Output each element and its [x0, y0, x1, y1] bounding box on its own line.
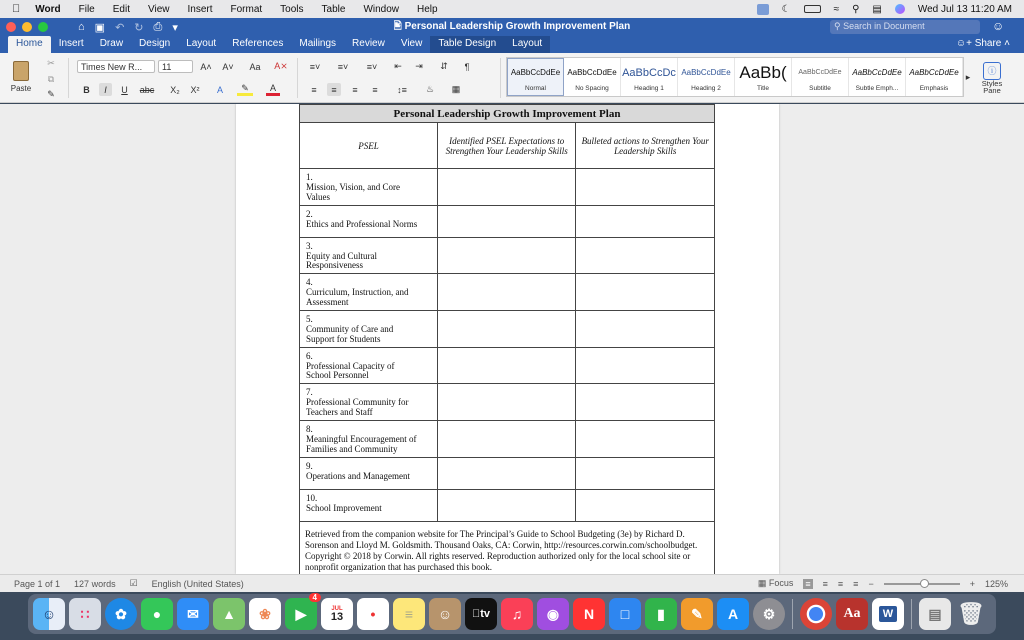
web-layout-view-icon[interactable]: ≡	[822, 578, 828, 589]
facetime-icon[interactable]: ▶ 4	[285, 598, 317, 630]
messages-icon[interactable]: ●	[141, 598, 173, 630]
bold-button[interactable]: B	[83, 84, 90, 95]
reminders-icon[interactable]: •	[357, 598, 389, 630]
ribbon-separator	[68, 58, 69, 98]
psel-number: 8.	[306, 424, 313, 435]
multilevel-list-icon[interactable]: ≡˅	[366, 61, 378, 72]
superscript-button[interactable]: X²	[190, 84, 200, 95]
apple-menu-icon[interactable]	[0, 3, 26, 15]
font-size-select[interactable]	[158, 60, 193, 73]
tab-review[interactable]: Review	[352, 38, 385, 49]
styles-pane-label: Styles Pane	[981, 78, 1003, 95]
macos-dock	[28, 594, 996, 634]
decrease-font-icon[interactable]: A˅	[222, 61, 234, 72]
table-row	[300, 274, 715, 311]
news-icon[interactable]: N	[573, 598, 605, 630]
style-name: Heading 2	[691, 84, 721, 92]
font-name-value: Times New R...	[81, 61, 143, 72]
zoom-window-button[interactable]	[38, 22, 48, 32]
page-count[interactable]: Page 1 of 1	[14, 578, 61, 589]
table-row	[300, 384, 715, 421]
style-name: Subtitle	[809, 84, 831, 92]
psel-label: Professional Community for Teachers and Staff	[306, 397, 409, 418]
tv-label: tv	[476, 608, 486, 620]
expectations-cell[interactable]	[437, 489, 576, 521]
language-status[interactable]: English (United States)	[151, 578, 244, 589]
menu-tools[interactable]: Tools	[271, 3, 296, 15]
copy-icon[interactable]: ⧉	[47, 73, 55, 84]
home-icon[interactable]: ⌂	[78, 20, 85, 33]
numbering-icon[interactable]: ≡˅	[337, 61, 349, 72]
podcasts-icon[interactable]: ◉	[537, 598, 569, 630]
menu-file[interactable]: File	[70, 3, 87, 15]
expectations-cell[interactable]	[437, 347, 576, 384]
table-row	[300, 169, 715, 206]
subscript-button[interactable]: X₂	[170, 84, 180, 95]
table-row	[300, 457, 715, 489]
menu-table[interactable]: Table	[313, 3, 338, 15]
word-count[interactable]: 127 words	[74, 578, 116, 589]
photos-icon[interactable]: ❀	[249, 598, 281, 630]
calendar-month: JUL	[331, 605, 343, 612]
expectations-cell[interactable]	[437, 169, 576, 206]
align-center-icon[interactable]: ≡	[327, 83, 341, 96]
style-preview: AaBbCcDdEe	[681, 68, 731, 77]
contacts-icon[interactable]: ☺	[429, 598, 461, 630]
psel-label: Curriculum, Instruction, and Assessment	[306, 287, 409, 308]
style-name: Subtle Emph...	[855, 84, 899, 92]
wifi-icon[interactable]: ≈	[833, 3, 840, 15]
maps-icon[interactable]: ▲	[213, 598, 245, 630]
trash-icon[interactable]: 🗑	[957, 601, 985, 626]
tab-layout[interactable]: Layout	[186, 38, 217, 49]
search-placeholder: Search in Document	[843, 21, 925, 31]
close-window-button[interactable]	[6, 22, 16, 32]
menu-insert[interactable]: Insert	[179, 3, 205, 15]
psel-label: Professional Capacity of School Personnel	[306, 360, 395, 381]
style-heading-1[interactable]	[621, 58, 678, 96]
chrome-icon[interactable]	[800, 598, 832, 630]
borders-icon[interactable]: ▦	[451, 84, 461, 94]
column-header-actions[interactable]: Bulleted actions to Strengthen Your Leadership Skills	[576, 123, 715, 169]
cut-icon[interactable]: ✂	[47, 57, 55, 68]
psel-cell[interactable]	[300, 421, 438, 458]
style-name: Title	[756, 84, 770, 92]
menu-edit[interactable]: Edit	[104, 3, 122, 15]
moon-icon[interactable]: ☾	[781, 3, 791, 15]
actions-cell[interactable]	[576, 274, 715, 311]
actions-cell[interactable]	[576, 347, 715, 384]
share-button[interactable]: ☺+ Share ˄	[955, 38, 1010, 49]
launchpad-icon[interactable]: ∷	[69, 598, 101, 630]
shading-icon[interactable]: ♨	[425, 84, 435, 94]
styles-gallery	[506, 57, 964, 97]
zoom-out-icon[interactable]: −	[868, 578, 874, 589]
ribbon-separator	[500, 58, 501, 98]
sort-icon[interactable]: ⇵	[440, 61, 448, 71]
strikethrough-button[interactable]: abc	[139, 84, 155, 95]
search-document-input[interactable]: ⚲ Search in Document	[830, 20, 980, 34]
align-right-icon[interactable]: ≡	[352, 84, 358, 95]
zoom-level[interactable]: 125%	[984, 578, 1008, 589]
psel-cell[interactable]	[300, 311, 438, 348]
window-titlebar	[0, 18, 1024, 36]
styles-pane-button[interactable]	[977, 57, 1007, 99]
tab-references[interactable]: References	[232, 38, 284, 49]
dictionary-icon[interactable]: Aa	[836, 598, 868, 630]
change-case-icon[interactable]: Aa	[249, 61, 261, 72]
table-title[interactable]: Personal Leadership Growth Improvement Plan	[300, 105, 715, 123]
clock[interactable]: Wed Jul 13 11:20 AM	[917, 3, 1012, 15]
expectations-cell[interactable]	[437, 311, 576, 348]
format-painter-icon[interactable]: ✎	[47, 88, 55, 99]
style-name: Emphasis	[919, 84, 949, 92]
align-left-icon[interactable]: ≡	[311, 84, 317, 95]
downloads-stack-icon[interactable]: ▤	[919, 598, 951, 630]
style-heading-2[interactable]	[678, 58, 735, 96]
paste-label: Paste	[10, 84, 32, 93]
table-row	[300, 311, 715, 348]
expectations-cell[interactable]	[437, 274, 576, 311]
style-preview: AaBbCcDdEe	[798, 69, 842, 76]
show-formatting-icon[interactable]: ¶	[464, 61, 470, 72]
ribbon-home	[0, 53, 1024, 103]
actions-cell[interactable]	[576, 169, 715, 206]
music-icon[interactable]: ♫	[501, 598, 533, 630]
pages-icon[interactable]: ✎	[681, 598, 713, 630]
apple-tv-icon[interactable]	[465, 598, 497, 630]
tab-table-layout[interactable]: Layout	[504, 36, 550, 53]
style-preview: AaBbCcDdEe	[510, 68, 561, 77]
text-effects-icon[interactable]: A	[216, 84, 223, 95]
psel-number: 1.	[306, 172, 313, 182]
footnote-row	[300, 521, 715, 574]
style-normal[interactable]	[507, 58, 564, 96]
bullets-icon[interactable]: ≡˅	[309, 61, 321, 72]
account-icon[interactable]: ☺	[992, 19, 1005, 33]
spotlight-icon[interactable]: ⚲	[852, 3, 860, 15]
psel-cell[interactable]	[300, 489, 438, 521]
psel-number: 2.	[306, 208, 313, 219]
column-header-psel[interactable]: PSEL	[300, 123, 438, 169]
expectations-cell[interactable]	[437, 237, 576, 274]
finder-icon[interactable]: ☺	[33, 598, 65, 630]
undo-icon[interactable]: ↶	[115, 21, 125, 34]
style-title[interactable]	[735, 58, 792, 96]
facetime-badge: 4	[309, 593, 321, 602]
app-menu-word[interactable]: Word	[27, 3, 53, 15]
mail-icon[interactable]: ✉	[177, 598, 209, 630]
share-label: Share	[974, 38, 1002, 49]
justify-icon[interactable]: ≡	[372, 84, 378, 95]
style-name: Heading 1	[634, 84, 664, 92]
tab-insert[interactable]: Insert	[58, 38, 84, 49]
actions-cell[interactable]	[576, 457, 715, 489]
style-subtitle[interactable]	[792, 58, 849, 96]
menu-view[interactable]: View	[139, 3, 162, 15]
actions-cell[interactable]	[576, 205, 715, 237]
column-header-expectations[interactable]: Identified PSEL Expectations to Strengthen Your Leadership Skills	[437, 123, 576, 169]
ribbon-tabs	[0, 36, 1024, 53]
safari-icon[interactable]: ✿	[105, 598, 137, 630]
document-title-text: Personal Leadership Growth Improvement Plan	[404, 20, 631, 32]
redo-icon[interactable]: ↻	[134, 21, 144, 34]
styles-pane-icon: ⓘ	[983, 62, 1001, 80]
tab-home[interactable]: Home	[8, 36, 51, 53]
document-title: 🖹 Personal Leadership Growth Improvement Plan	[393, 20, 631, 32]
calendar-icon[interactable]	[321, 598, 353, 630]
psel-number: 4.	[306, 277, 313, 288]
notes-icon[interactable]: ≡	[393, 598, 425, 630]
clear-formatting-icon[interactable]: A⨯	[274, 61, 288, 71]
zoom-slider[interactable]	[884, 583, 960, 585]
table-row	[300, 489, 715, 521]
menu-format[interactable]: Format	[222, 3, 254, 15]
status-bar	[0, 574, 1024, 592]
style-preview: AaBbCcDdEe	[567, 68, 617, 77]
expectations-cell[interactable]	[437, 205, 576, 237]
psel-number: 10.	[306, 492, 318, 503]
psel-label: Mission, Vision, and Core Values	[306, 181, 401, 202]
psel-label: Community of Care and Support for Students	[306, 323, 394, 344]
style-preview: AaBbCcDc	[622, 66, 676, 79]
style-emphasis[interactable]	[906, 58, 963, 96]
actions-cell[interactable]	[576, 311, 715, 348]
calendar-day: 13	[330, 610, 344, 623]
menu-window[interactable]: Window	[355, 3, 391, 15]
print-layout-view-icon[interactable]: ≡	[805, 578, 811, 589]
psel-number: 5.	[306, 314, 313, 325]
table-row	[300, 237, 715, 274]
font-color-icon[interactable]: A	[266, 83, 280, 96]
battery-icon[interactable]	[804, 5, 821, 13]
focus-label: Focus	[768, 578, 794, 588]
actions-cell[interactable]	[576, 421, 715, 458]
font-name-select[interactable]	[77, 60, 155, 73]
keynote-icon[interactable]: □	[609, 598, 641, 630]
line-spacing-icon[interactable]: ↕≡	[397, 84, 407, 95]
print-icon[interactable]: ⎙	[153, 20, 163, 33]
psel-cell[interactable]	[300, 237, 438, 274]
save-icon[interactable]: ▣	[94, 21, 106, 34]
ribbon-separator	[297, 58, 298, 98]
psel-number: 3.	[306, 240, 313, 251]
outline-view-icon[interactable]: ≡	[837, 578, 844, 589]
psel-label: Ethics and Professional Norms	[306, 218, 418, 229]
numbers-icon[interactable]: ▮	[645, 598, 677, 630]
psel-label: School Improvement	[306, 502, 382, 513]
draft-view-icon[interactable]: ≡	[853, 578, 859, 589]
increase-indent-icon[interactable]: ⇥	[415, 61, 423, 71]
decrease-indent-icon[interactable]: ⇤	[394, 61, 402, 71]
style-subtle-emph[interactable]	[849, 58, 906, 96]
psel-cell[interactable]	[300, 169, 438, 206]
tab-mailings[interactable]: Mailings	[299, 38, 337, 49]
psel-label: Meaningful Encouragement of Families and Community	[306, 433, 417, 454]
tab-table-design[interactable]: Table Design	[430, 36, 504, 53]
siri-icon[interactable]	[895, 4, 905, 14]
underline-button[interactable]: U	[121, 84, 128, 95]
app-store-icon[interactable]: A	[717, 598, 749, 630]
style-preview: AaBb(	[739, 62, 787, 82]
tab-view[interactable]: View	[400, 38, 423, 49]
paste-button[interactable]	[6, 57, 36, 97]
customize-toolbar-icon[interactable]: ▾	[172, 21, 178, 34]
clipboard-icon	[13, 61, 29, 81]
focus-button[interactable]: ▦ Focus	[757, 578, 794, 588]
psel-number: 6.	[306, 350, 313, 361]
control-center-icon[interactable]: ▤	[872, 3, 882, 15]
table-row	[300, 347, 715, 384]
psel-number: 9.	[306, 460, 313, 471]
menu-help[interactable]: Help	[408, 3, 430, 15]
proofing-icon[interactable]: ☑	[129, 578, 138, 588]
zoom-slider-thumb[interactable]	[920, 579, 929, 588]
actions-cell[interactable]	[576, 384, 715, 421]
minimize-window-button[interactable]	[22, 22, 32, 32]
word-icon[interactable]	[872, 598, 904, 630]
word-dock-label: W	[879, 606, 897, 622]
document-area[interactable]	[0, 104, 1024, 574]
psel-cell[interactable]	[300, 384, 438, 421]
highlight-color-icon[interactable]: ✎	[237, 83, 253, 96]
tab-draw[interactable]: Draw	[99, 38, 124, 49]
psel-cell[interactable]	[300, 274, 438, 311]
psel-label: Equity and Cultural Responsiveness	[306, 250, 377, 271]
style-name: No Spacing	[575, 84, 609, 92]
styles-gallery-next-icon[interactable]: ▸	[965, 71, 971, 82]
style-no-spacing[interactable]	[564, 58, 621, 96]
increase-font-icon[interactable]: A˄	[200, 61, 212, 72]
dock-separator	[792, 599, 793, 629]
psel-cell[interactable]	[300, 347, 438, 384]
style-preview: AaBbCcDdEe	[909, 68, 959, 77]
italic-button[interactable]: I	[99, 83, 112, 96]
table-row	[300, 421, 715, 458]
leadership-plan-table[interactable]	[299, 104, 715, 574]
style-name: Normal	[525, 84, 546, 92]
psel-label: Operations and Management	[306, 470, 410, 481]
menubar-extra-icon[interactable]	[757, 4, 769, 15]
expectations-cell[interactable]	[437, 421, 576, 458]
font-size-value: 11	[162, 61, 172, 72]
document-page[interactable]	[236, 104, 779, 574]
expectations-cell[interactable]	[437, 384, 576, 421]
actions-cell[interactable]	[576, 489, 715, 521]
psel-cell[interactable]	[300, 457, 438, 489]
psel-number: 7.	[306, 387, 313, 398]
actions-cell[interactable]	[576, 237, 715, 274]
tab-design[interactable]: Design	[139, 38, 171, 49]
macos-menubar	[0, 0, 1024, 18]
dock-separator	[911, 599, 912, 629]
zoom-in-icon[interactable]: +	[969, 578, 975, 589]
expectations-cell[interactable]	[437, 457, 576, 489]
style-preview: AaBbCcDdEe	[852, 68, 902, 77]
psel-cell[interactable]	[300, 205, 438, 237]
footnote-cell[interactable]: Retrieved from the companion website for The Principal’s Guide to School Budgeting (3e) by Richard D. Sorenson and Lloyd M. Goldsmith. Thousand Oaks, CA: Corwin, http://resources.corwin.com/schoolbudget. Copyright © 2018 by Corwin. All rights reserved. Reproduction authorized only for the local school site or nonprofit organization that has purchased this book.	[300, 521, 715, 574]
table-row	[300, 205, 715, 237]
system-preferences-icon[interactable]: ⚙	[753, 598, 785, 630]
